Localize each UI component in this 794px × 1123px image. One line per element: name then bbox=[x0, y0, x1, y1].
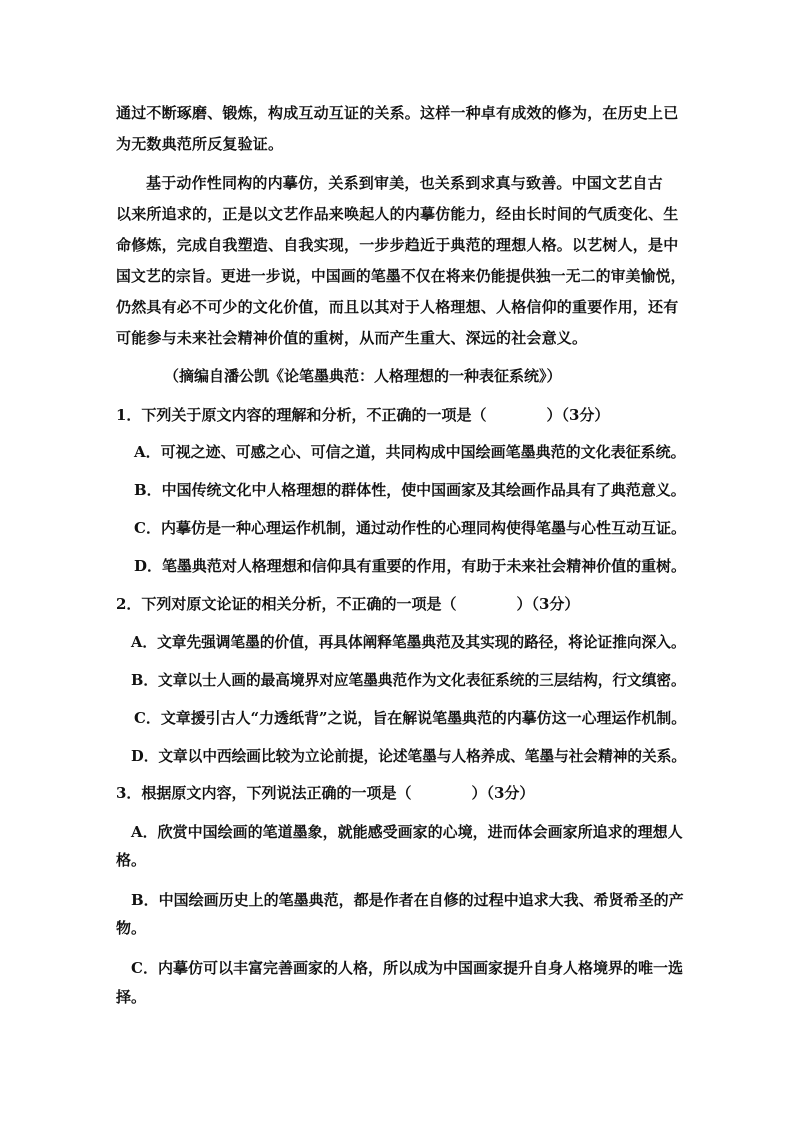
option-b: B．中国绘画历史上的笔墨典范，都是作者在自修的过程中追求大我、希贤希圣的产 bbox=[131, 891, 684, 909]
passage-line: 基于动作性同构的内摹仿，关系到审美，也关系到求真与致善。中国文艺自古 bbox=[146, 174, 663, 192]
question-stem: 2．下列对原文论证的相关分析，不正确的一项是（ ）（3分） bbox=[116, 595, 580, 613]
option-c: C．内摹仿是一种心理运作机制，通过动作性的心理同构使得笔墨与心性互动互证。 bbox=[134, 519, 686, 537]
passage-line: 可能参与未来社会精神价值的重树，从而产生重大、深远的社会意义。 bbox=[116, 329, 588, 347]
option-b-continued: 物。 bbox=[116, 919, 147, 937]
option-a: A．欣赏中国绘画的笔道墨象，就能感受画家的心境，进而体会画家所追求的理想人 bbox=[131, 823, 683, 841]
option-a: A．文章先强调笔墨的价值，再具体阐释笔墨典范及其实现的路径，将论证推向深入。 bbox=[131, 633, 686, 651]
question-stem: 3．根据原文内容，下列说法正确的一项是（ ）（3分） bbox=[116, 784, 535, 802]
question-stem: 1．下列关于原文内容的理解和分析，不正确的一项是（ ）（3分） bbox=[116, 406, 610, 424]
passage-line: 以来所追求的，正是以文艺作品来唤起人的内摹仿能力，经由长时间的气质变化、生 bbox=[116, 205, 679, 223]
option-a-continued: 格。 bbox=[116, 851, 147, 869]
option-c: C．内摹仿可以丰富完善画家的人格，所以成为中国画家提升自身人格境界的唯一选 bbox=[131, 959, 683, 977]
option-b: B．中国传统文化中人格理想的群体性，使中国画家及其绘画作品具有了典范意义。 bbox=[134, 481, 686, 499]
option-d: D．笔墨典范对人格理想和信仰具有重要的作用，有助于未来社会精神价值的重树。 bbox=[134, 557, 687, 575]
passage-line: 命修炼，完成自我塑造、自我实现，一步步趋近于典范的理想人格。以艺树人，是中 bbox=[116, 236, 679, 254]
passage-line: 为无数典范所反复验证。 bbox=[116, 135, 284, 153]
passage-line: 仍然具有必不可少的文化价值，而且以其对于人格理想、人格信仰的重要作用，还有 bbox=[116, 298, 679, 316]
option-c: C．文章援引古人“力透纸背”之说，旨在解说笔墨典范的内摹仿这一心理运作机制。 bbox=[134, 709, 687, 727]
passage-line: 国文艺的宗旨。更进一步说，中国画的笔墨不仅在将来仍能提供独一无二的审美愉悦， bbox=[116, 267, 686, 285]
option-b: B．文章以士人画的最高境界对应笔墨典范作为文化表征系统的三层结构，行文缜密。 bbox=[131, 671, 686, 689]
option-c-continued: 择。 bbox=[116, 988, 147, 1006]
option-a: A．可视之迹、可感之心、可信之道，共同构成中国绘画笔墨典范的文化表征系统。 bbox=[134, 443, 686, 461]
passage-line: 通过不断琢磨、锻炼，构成互动互证的关系。这样一种卓有成效的修为，在历史上已 bbox=[116, 104, 679, 122]
option-d: D．文章以中西绘画比较为立论前提，论述笔墨与人格养成、笔墨与社会精神的关系。 bbox=[131, 747, 687, 765]
source-citation: （摘编自潘公凯《论笔墨典范：人格理想的一种表征系统》） bbox=[164, 367, 562, 385]
